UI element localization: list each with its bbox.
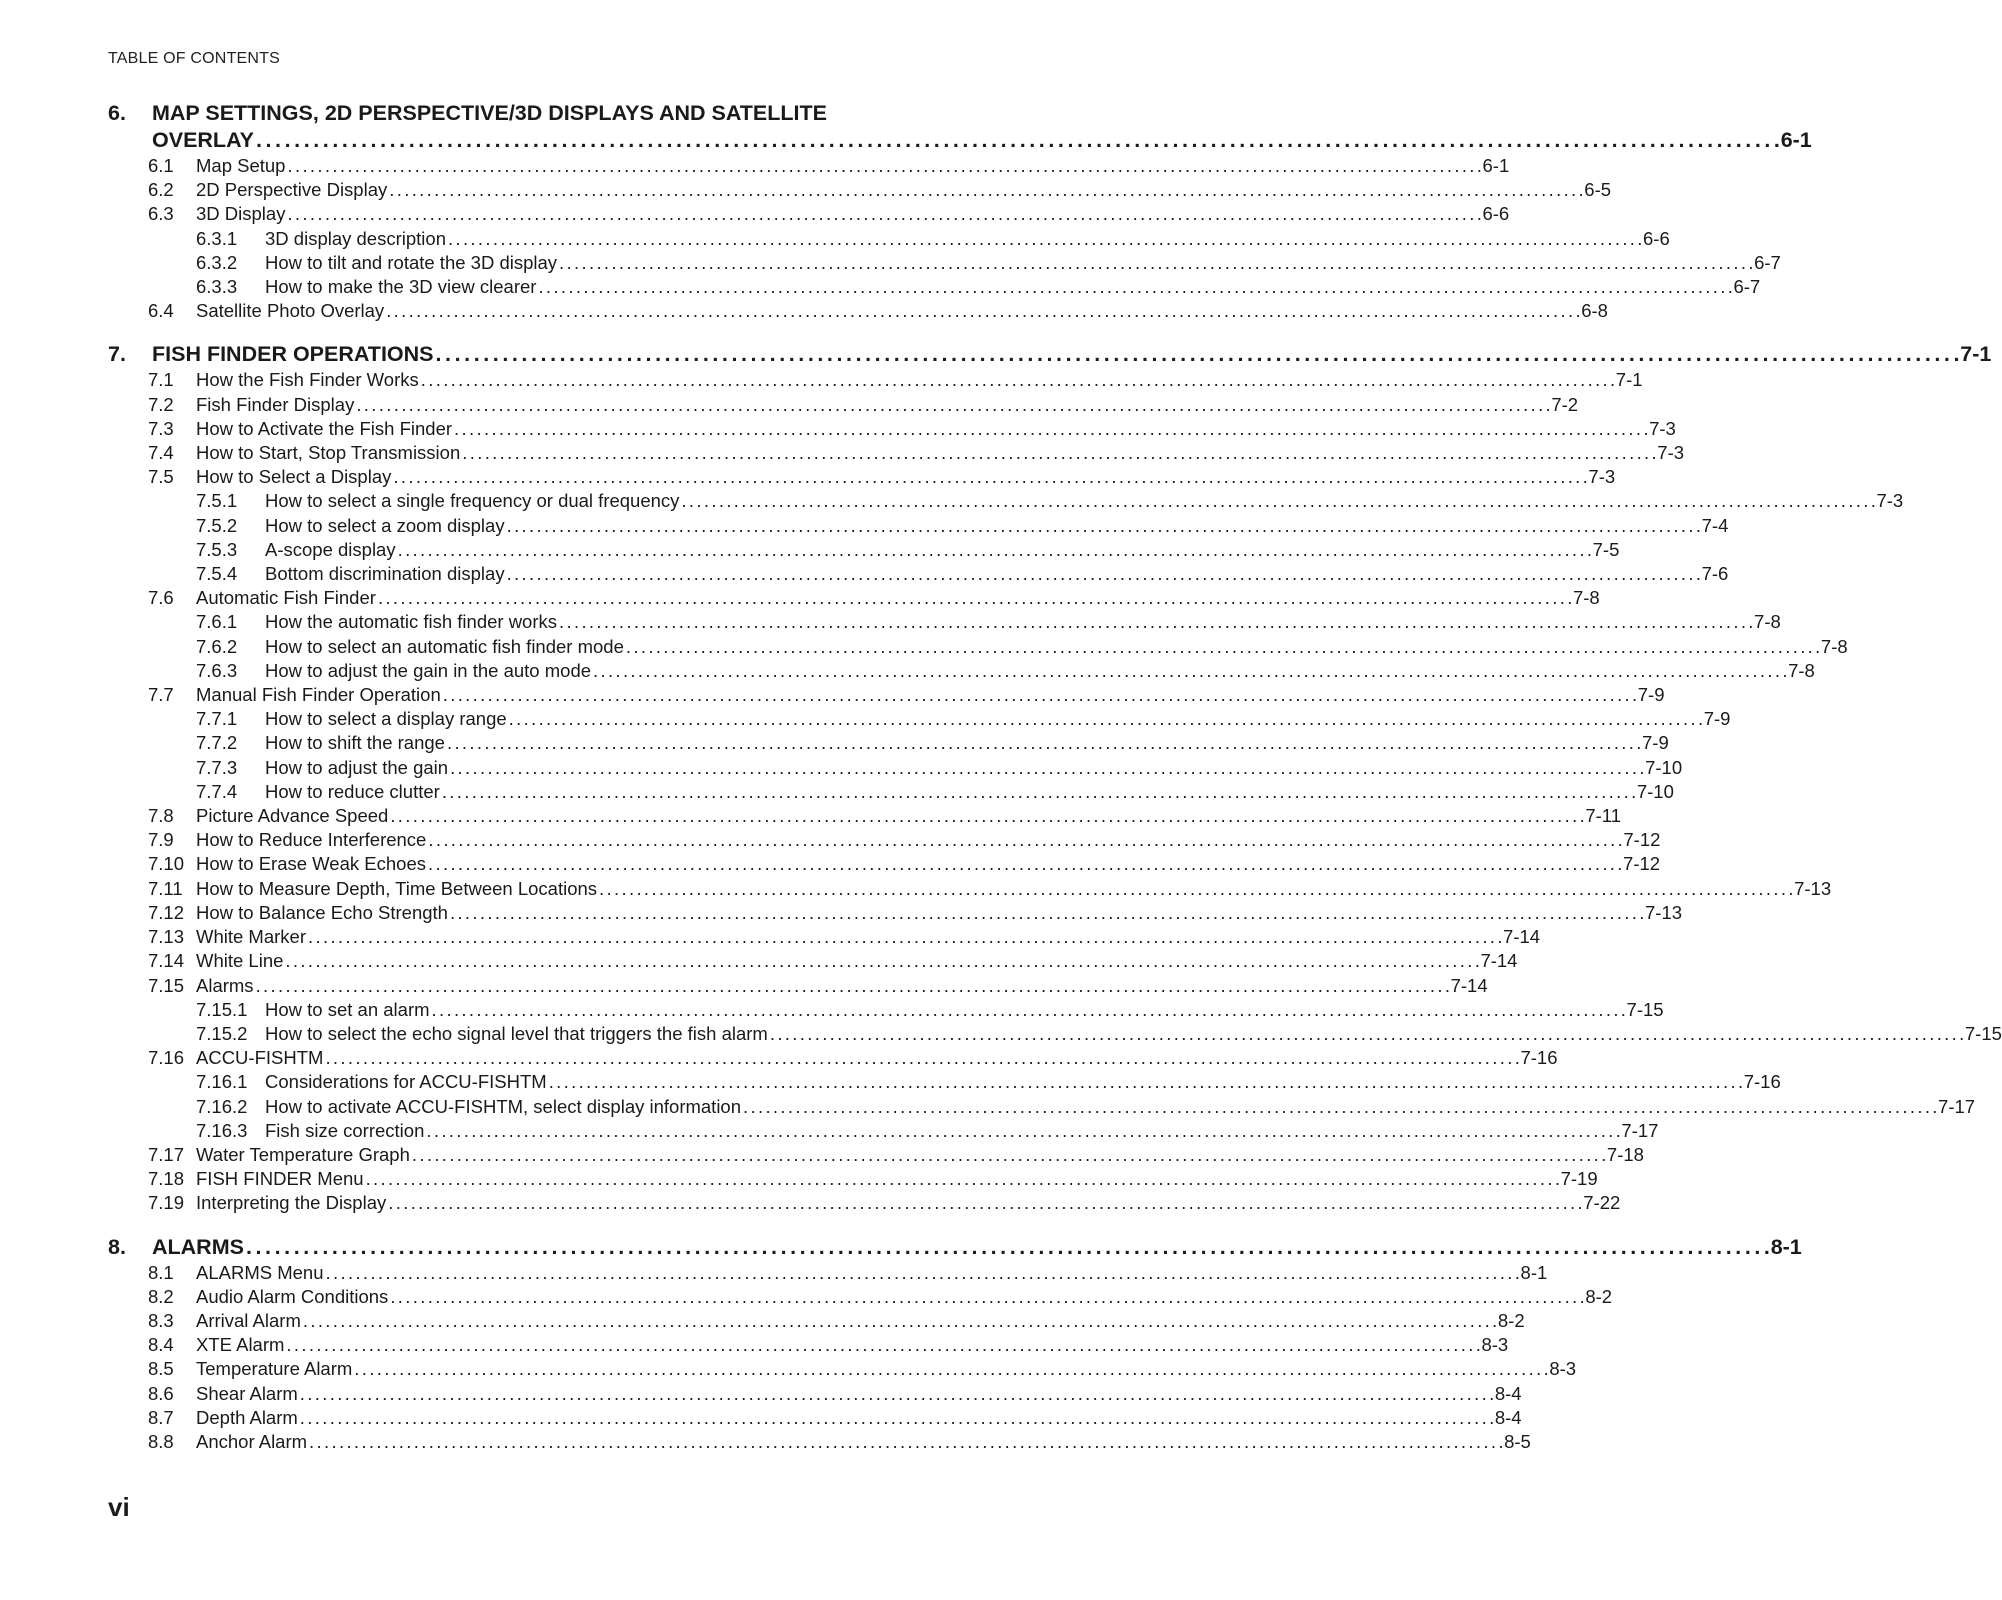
toc-entry[interactable] (108, 154, 1510, 178)
toc-entry[interactable] (108, 1309, 1525, 1333)
toc-entry[interactable] (108, 1046, 1558, 1070)
entry-page: 7-22 (1583, 1192, 1621, 1214)
toc-entry[interactable] (108, 877, 1832, 901)
entry-number: 7.15.2 (196, 1022, 248, 1044)
entry-title: How to select the echo signal level that triggers the fish alarm (265, 1022, 768, 1044)
chapter-heading[interactable] (108, 1234, 1802, 1261)
entry-title: Arrival Alarm (196, 1309, 301, 1331)
entry-title: 3D Display (196, 203, 286, 225)
entry-number: 7.5.3 (196, 538, 238, 560)
entry-number: 8.2 (148, 1285, 174, 1307)
toc-entry[interactable] (108, 659, 1815, 683)
toc-entry[interactable] (108, 538, 1620, 562)
toc-entry[interactable] (108, 465, 1616, 489)
dot-leader (448, 227, 1641, 251)
toc-entry[interactable] (108, 1022, 2002, 1046)
entry-page: 7-13 (1645, 901, 1683, 923)
entry-title: Satellite Photo Overlay (196, 300, 385, 322)
chapter-heading[interactable] (108, 341, 1992, 368)
entry-number: 7.14 (148, 950, 185, 972)
entry-title: Automatic Fish Finder (196, 587, 376, 609)
entry-number: 7.17 (148, 1143, 185, 1165)
entry-page: 7-16 (1520, 1047, 1558, 1069)
entry-title: ALARMS Menu (196, 1261, 324, 1283)
entry-title: How to select an automatic fish finder mode (265, 635, 624, 657)
dot-leader (256, 127, 1779, 154)
entry-number: 8.5 (148, 1358, 174, 1380)
entry-page: 7-14 (1480, 950, 1518, 972)
toc-entry[interactable] (108, 202, 1510, 226)
entry-title: How to Start, Stop Transmission (196, 442, 461, 464)
entry-page: 7-10 (1645, 756, 1683, 778)
entry-title: A-scope display (265, 538, 396, 560)
toc-entry[interactable] (108, 1070, 1781, 1094)
entry-page: 8-3 (1549, 1358, 1577, 1380)
entry-page: 7-13 (1794, 877, 1832, 899)
toc-entry[interactable] (108, 368, 1643, 392)
toc-entry[interactable] (108, 1119, 1659, 1143)
dot-leader (300, 1382, 1493, 1406)
toc-entry[interactable] (108, 562, 1729, 586)
entry-title: How to select a zoom display (265, 514, 505, 536)
entry-title: How to Measure Depth, Time Between Locations (196, 877, 598, 899)
entry-page: 7-8 (1572, 587, 1600, 609)
toc-entry[interactable] (108, 852, 1661, 876)
entry-page: 8-2 (1497, 1309, 1525, 1331)
entry-number: 7.7 (148, 684, 174, 706)
toc-entry[interactable] (108, 489, 1904, 513)
entry-title: Audio Alarm Conditions (196, 1285, 389, 1307)
chapter-title-line2: OVERLAY (152, 128, 254, 152)
page-number: vi (108, 1492, 130, 1522)
entry-page: 7-10 (1636, 780, 1674, 802)
entry-page: 7-14 (1503, 926, 1541, 948)
entry-page: 8-3 (1481, 1334, 1509, 1356)
toc-chapter (108, 1234, 1802, 1455)
entry-number: 7.13 (148, 926, 185, 948)
entry-title: Map Setup (196, 155, 286, 176)
entry-number: 8.4 (148, 1334, 174, 1356)
dot-leader (428, 828, 1621, 852)
entry-title: How to activate ACCU-FISHTM, select display information (265, 1095, 742, 1117)
entry-title: How to select a display range (265, 708, 507, 730)
entry-number: 6.3.3 (196, 276, 238, 298)
entry-number: 8.3 (148, 1309, 174, 1331)
toc-entry[interactable] (108, 1430, 1531, 1454)
chapter-title: ALARMS (152, 1234, 244, 1259)
entry-number: 7.16.1 (196, 1071, 248, 1093)
dot-leader (287, 154, 1480, 178)
entry-number: 7.6.3 (196, 659, 238, 681)
entry-page: 7-3 (1876, 490, 1904, 512)
entry-number: 7.7.3 (196, 756, 238, 778)
toc-entry[interactable] (108, 974, 1488, 998)
entry-title: How to set an alarm (265, 998, 430, 1020)
dot-leader (559, 610, 1752, 634)
entry-number: 7.5 (148, 466, 174, 488)
chapter-number: 6. (108, 101, 126, 125)
entry-page: 7-14 (1450, 974, 1488, 996)
entry-number: 7.5.1 (196, 490, 238, 512)
entry-number: 7.6.1 (196, 611, 238, 633)
running-header: TABLE OF CONTENTS (108, 50, 281, 67)
entry-title: How to select a single frequency or dual frequency (265, 490, 680, 512)
dot-leader (300, 1406, 1493, 1430)
chapter-page: 7-1 (1960, 342, 1992, 367)
dot-leader (246, 1234, 1769, 1261)
entry-number: 7.10 (148, 853, 185, 875)
dot-leader (285, 949, 1478, 973)
entry-page: 7-17 (1621, 1119, 1659, 1141)
toc-entry[interactable] (108, 1333, 1509, 1357)
entry-number: 7.16.3 (196, 1119, 248, 1141)
dot-leader (398, 538, 1591, 562)
dot-leader (386, 299, 1579, 323)
entry-page: 6-5 (1584, 179, 1612, 201)
entry-page: 7-15 (1626, 998, 1664, 1020)
entry-number: 7.2 (148, 393, 174, 415)
entry-title: How to tilt and rotate the 3D display (265, 251, 558, 273)
toc-entry[interactable] (108, 251, 1781, 275)
entry-number: 8.7 (148, 1406, 174, 1428)
toc-chapter (108, 341, 2002, 1215)
entry-number: 7.4 (148, 442, 174, 464)
toc-chapter (108, 100, 1812, 323)
dot-leader (447, 731, 1640, 755)
entry-title: Bottom discrimination display (265, 563, 505, 585)
entry-title: XTE Alarm (196, 1334, 285, 1356)
dot-leader (326, 1261, 1519, 1285)
entry-title: Water Temperature Graph (196, 1143, 410, 1165)
chapter-number: 7. (108, 342, 126, 367)
entry-page: 7-17 (1938, 1095, 1976, 1117)
entry-number: 7.9 (148, 829, 174, 851)
dot-leader (393, 465, 1586, 489)
entry-number: 7.6.2 (196, 635, 238, 657)
toc-entry[interactable] (108, 299, 1608, 323)
dot-leader (599, 877, 1792, 901)
entry-title: How the automatic fish finder works (265, 611, 558, 633)
dot-leader (389, 178, 1582, 202)
toc-entry[interactable] (108, 925, 1541, 949)
entry-number: 7.5.4 (196, 563, 238, 585)
toc-entry[interactable] (108, 275, 1761, 299)
chapter-number: 8. (108, 1234, 126, 1259)
chapter-heading[interactable] (108, 100, 1812, 154)
toc-entry[interactable] (108, 1357, 1577, 1381)
entry-title: How to Select a Display (196, 466, 392, 488)
entry-title: How to Erase Weak Echoes (196, 853, 426, 875)
entry-page: 7-2 (1551, 393, 1579, 415)
entry-number: 6.3 (148, 203, 174, 225)
dot-leader (507, 514, 1700, 538)
entry-page: 7-3 (1588, 466, 1616, 488)
entry-page: 7-1 (1615, 369, 1643, 391)
toc-entry[interactable] (108, 514, 1729, 538)
entry-number: 8.8 (148, 1430, 174, 1452)
toc-entry[interactable] (108, 1191, 1621, 1215)
dot-leader (432, 998, 1625, 1022)
dot-leader (390, 1285, 1583, 1309)
entry-page: 7-15 (1964, 1022, 2002, 1044)
entry-number: 7.12 (148, 901, 185, 923)
entry-page: 7-19 (1560, 1168, 1598, 1190)
toc-entry[interactable] (108, 1382, 1522, 1406)
entry-title: 2D Perspective Display (196, 179, 388, 201)
entry-page: 8-2 (1585, 1285, 1613, 1307)
entry-page: 6-8 (1581, 300, 1608, 322)
entry-page: 6-7 (1733, 276, 1761, 298)
dot-leader (538, 275, 1731, 299)
toc-entry[interactable] (108, 586, 1600, 610)
entry-title: FISH FINDER Menu (196, 1168, 364, 1190)
toc-entry[interactable] (108, 901, 1683, 925)
entry-number: 7.15 (148, 974, 185, 996)
toc-entry[interactable] (108, 1167, 1598, 1191)
entry-number: 7.15.1 (196, 998, 248, 1020)
entry-number: 7.16.2 (196, 1095, 248, 1117)
entry-title: Temperature Alarm (196, 1358, 353, 1380)
entry-title: Shear Alarm (196, 1382, 298, 1404)
entry-number: 7.1 (148, 369, 174, 391)
entry-number: 6.4 (148, 300, 174, 322)
dot-leader (507, 562, 1700, 586)
dot-leader (325, 1046, 1518, 1070)
entry-number: 7.16 (148, 1047, 185, 1069)
dot-leader (388, 1191, 1581, 1215)
entry-title: How to Balance Echo Strength (196, 901, 448, 923)
dot-leader (443, 683, 1636, 707)
entry-page: 7-12 (1623, 829, 1661, 851)
dot-leader (412, 1143, 1605, 1167)
entry-title: ACCU-FISHTM (196, 1047, 324, 1069)
dot-leader (442, 780, 1635, 804)
entry-page: 7-8 (1788, 659, 1815, 681)
toc-entry[interactable] (108, 635, 1848, 659)
entry-number: 7.5.2 (196, 514, 238, 536)
entry-page: 7-9 (1637, 684, 1665, 706)
entry-number: 6.2 (148, 179, 174, 201)
entry-page: 7-8 (1754, 611, 1781, 633)
dot-leader (454, 417, 1647, 441)
toc-entry[interactable] (108, 1143, 1644, 1167)
toc-entry[interactable] (108, 683, 1665, 707)
entry-title: Picture Advance Speed (196, 805, 389, 827)
entry-number: 7.7.4 (196, 780, 238, 802)
entry-number: 7.7.2 (196, 732, 238, 754)
dot-leader (559, 251, 1752, 275)
toc-entry[interactable] (108, 804, 1622, 828)
entry-page: 7-9 (1703, 708, 1731, 730)
toc-entry[interactable] (108, 756, 1683, 780)
table-of-contents (108, 100, 2002, 1472)
entry-title: White Marker (196, 926, 306, 948)
dot-leader (286, 1333, 1479, 1357)
toc-entry[interactable] (108, 178, 1612, 202)
dot-leader (354, 1357, 1547, 1381)
entry-page: 6-6 (1482, 203, 1510, 225)
toc-entry[interactable] (108, 441, 1685, 465)
entry-number: 6.3.1 (196, 227, 238, 249)
entry-page: 8-4 (1494, 1406, 1522, 1428)
chapter-page: 6-1 (1780, 128, 1812, 152)
entry-page: 7-9 (1642, 732, 1669, 754)
dot-leader (256, 974, 1449, 998)
entry-title: How to adjust the gain (265, 756, 449, 778)
toc-entry[interactable] (108, 1285, 1613, 1309)
dot-leader (681, 489, 1874, 513)
entry-number: 7.11 (148, 877, 183, 899)
dot-leader (509, 707, 1702, 731)
entry-title: How to adjust the gain in the auto mode (265, 659, 592, 681)
toc-entry[interactable] (108, 828, 1661, 852)
dot-leader (390, 804, 1583, 828)
toc-entry[interactable] (108, 998, 1664, 1022)
entry-page: 6-6 (1643, 227, 1670, 249)
entry-page: 7-5 (1592, 538, 1620, 560)
entry-page: 7-3 (1649, 417, 1676, 439)
entry-page: 7-4 (1701, 514, 1729, 536)
dot-leader (450, 901, 1643, 925)
entry-page: 7-16 (1743, 1071, 1781, 1093)
entry-title: Depth Alarm (196, 1406, 298, 1428)
toc-entry[interactable] (108, 227, 1670, 251)
entry-number: 7.7.1 (196, 708, 238, 730)
entry-title: How the Fish Finder Works (196, 369, 419, 391)
dot-leader (436, 341, 1959, 368)
dot-leader (366, 1167, 1559, 1191)
entry-number: 7.3 (148, 417, 174, 439)
dot-leader (743, 1095, 1936, 1119)
entry-page: 7-3 (1657, 442, 1685, 464)
entry-page: 8-5 (1504, 1430, 1531, 1452)
dot-leader (428, 852, 1621, 876)
toc-entry[interactable] (108, 393, 1579, 417)
entry-number: 8.1 (148, 1261, 174, 1283)
dot-leader (626, 635, 1819, 659)
entry-page: 7-11 (1585, 805, 1622, 827)
toc-entry[interactable] (108, 780, 1674, 804)
entry-page: 7-12 (1623, 853, 1661, 875)
dot-leader (450, 756, 1643, 780)
entry-title: How to Activate the Fish Finder (196, 417, 453, 439)
entry-number: 6.1 (148, 155, 174, 176)
dot-leader (308, 925, 1501, 949)
entry-title: White Line (196, 950, 284, 972)
dot-leader (309, 1430, 1502, 1454)
entry-number: 7.19 (148, 1192, 185, 1214)
dot-leader (462, 441, 1655, 465)
entry-title: Manual Fish Finder Operation (196, 684, 441, 706)
chapter-title-line1: MAP SETTINGS, 2D PERSPECTIVE/3D DISPLAYS AND SATELLITE (152, 101, 827, 125)
dot-leader (549, 1070, 1742, 1094)
toc-entry[interactable] (108, 1095, 1976, 1119)
chapter-page: 8-1 (1770, 1234, 1802, 1259)
entry-title: How to Reduce Interference (196, 829, 427, 851)
dot-leader (593, 659, 1786, 683)
entry-title: Fish Finder Display (196, 393, 355, 415)
entry-page: 6-1 (1482, 155, 1510, 176)
entry-page: 8-1 (1520, 1261, 1548, 1283)
dot-leader (303, 1309, 1496, 1333)
toc-entry[interactable] (108, 949, 1518, 973)
toc-entry[interactable] (108, 417, 1676, 441)
entry-number: 7.18 (148, 1168, 185, 1190)
toc-entry[interactable] (108, 610, 1781, 634)
dot-leader (421, 368, 1614, 392)
entry-title: Anchor Alarm (196, 1430, 308, 1452)
entry-title: Interpreting the Display (196, 1192, 387, 1214)
entry-title: How to shift the range (265, 732, 445, 754)
entry-page: 7-8 (1820, 635, 1848, 657)
toc-entry[interactable] (108, 707, 1731, 731)
entry-number: 7.8 (148, 805, 174, 827)
entry-page: 6-7 (1754, 251, 1781, 273)
dot-leader (426, 1119, 1619, 1143)
dot-leader (378, 586, 1571, 610)
entry-page: 8-4 (1494, 1382, 1522, 1404)
entry-title: Alarms (196, 974, 254, 996)
dot-leader (287, 202, 1480, 226)
entry-number: 7.6 (148, 587, 174, 609)
entry-page: 7-6 (1701, 563, 1729, 585)
toc-entry[interactable] (108, 1261, 1548, 1285)
entry-title: 3D display description (265, 227, 446, 249)
entry-title: Fish size correction (265, 1119, 425, 1141)
toc-entry[interactable] (108, 731, 1669, 755)
entry-title: How to make the 3D view clearer (265, 276, 537, 298)
toc-entry[interactable] (108, 1406, 1522, 1430)
chapter-title: FISH FINDER OPERATIONS (152, 342, 434, 367)
entry-title: Considerations for ACCU-FISHTM (265, 1071, 547, 1093)
entry-title: How to reduce clutter (265, 780, 440, 802)
dot-leader (356, 393, 1549, 417)
entry-page: 7-18 (1606, 1143, 1644, 1165)
entry-number: 6.3.2 (196, 251, 238, 273)
dot-leader (770, 1022, 1963, 1046)
entry-number: 8.6 (148, 1382, 174, 1404)
